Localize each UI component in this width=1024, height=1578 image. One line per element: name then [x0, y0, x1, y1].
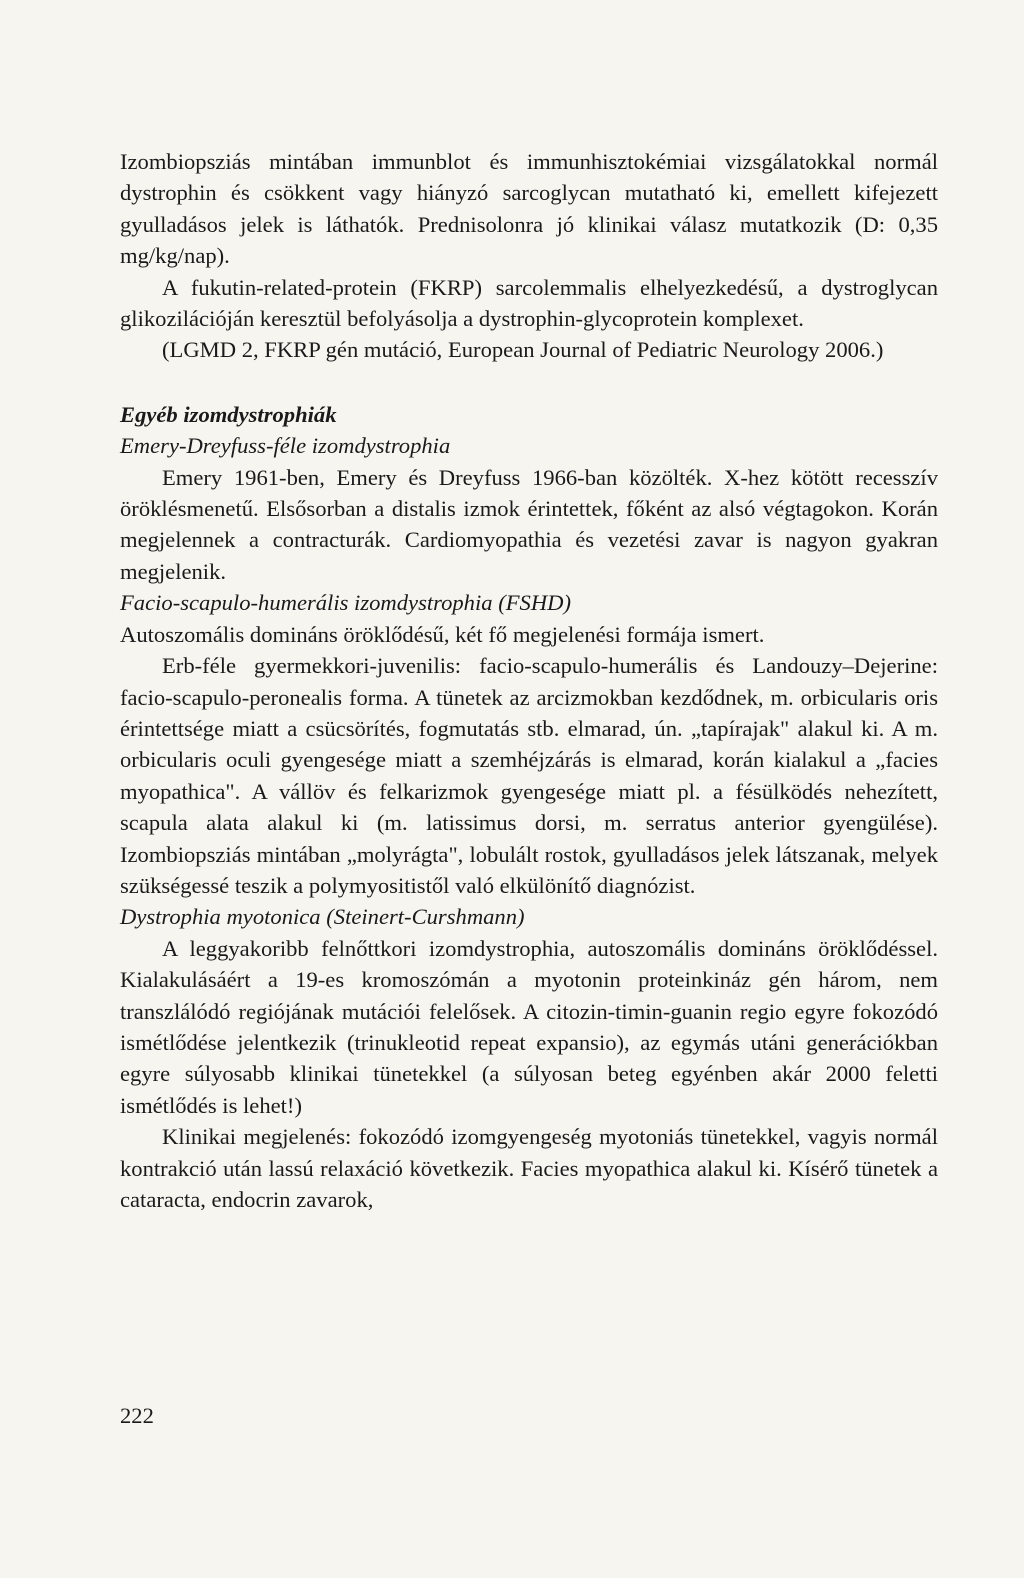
- subheading-dystrophia-myotonica: Dystrophia myotonica (Steinert-Curshmann): [120, 904, 525, 930]
- paragraph-fshd-inheritance: Autoszomális domináns öröklődésű, két fő megjelenési formája ismert.: [120, 621, 765, 647]
- paragraph-citation: (LGMD 2, FKRP gén mutáció, European Journal of Pediatric Neurology 2006.): [162, 337, 884, 363]
- paragraph-fkrp: A fukutin-related-protein (FKRP) sarcolemmalis elhelyezkedésű, a dystroglycan glikozilációján keresztül befolyásolja a dystrophin-glycoprotein komplexet.: [120, 274, 938, 332]
- subheading-emery-dreyfuss: Emery-Dreyfuss-féle izomdystrophia: [120, 433, 451, 459]
- subheading-fshd: Facio-scapulo-humerális izomdystrophia (FSHD): [120, 590, 571, 616]
- paragraph-emery-dreyfuss: Emery 1961-ben, Emery és Dreyfuss 1966-ban közölték. X-hez kötött recesszív öröklésmenetű. Elsősorban a distalis izmok érintettek, főként az alsó végtagokon. Korán megjelennek a contracturák. Cardiomyopathia és vezetési zavar is nagyon gyakran megjelenik.: [120, 464, 938, 584]
- paragraph-dm-clinical: Klinikai megjelenés: fokozódó izomgyengeség myotoniás tünetekkel, vagyis normál kontrakció után lassú relaxáció következik. Facies myopathica alakul ki. Kísérő tünetek a cataracta, endocrin zavarok,: [120, 1124, 938, 1212]
- page-number: 222: [120, 1403, 154, 1428]
- section-heading-other-dystrophies: Egyéb izomdystrophiák: [120, 401, 337, 427]
- paragraph-biopsy: Izombiopsziás mintában immunblot és immunhisztokémiai vizsgálatokkal normál dystrophin és csökkent vagy hiányzó sarcoglycan mutatható ki, emellett kifejezett gyulladásos jelek is láthatók. Prednisolonra jó klinikai válasz mutatkozik (D: 0,35 mg/kg/nap).: [120, 149, 938, 269]
- paragraph-fshd-forms: Erb-féle gyermekkori-juvenilis: facio-scapulo-humerális és Landouzy–Dejerine: facio-scapulo-peronealis forma. A tünetek az arcizmokban kezdődnek, m. orbicularis oris érintettsége miatt a csücsörítés, fogmutatás stb. elmarad, ún. „tapírajak" alakul ki. A m. orbicularis oculi gyengesége miatt a szemhéjzárás is elmarad, korán kialakul a „facies myopathica". A vállöv és felkarizmok gyengesége miatt pl. a fésülködés nehezített, scapula alata alakul ki (m. latissimus dorsi, m. serratus anterior gyengülése). Izombiopsziás mintában „molyrágta", lobulált rostok, gyulladásos jelek látszanak, melyek szükségessé teszik a polymyositistől való elkülönítő diagnózist.: [120, 653, 938, 898]
- page-body: [120, 146, 938, 1215]
- paragraph-dm-genetics: A leggyakoribb felnőttkori izomdystrophia, autoszomális domináns öröklődéssel. Kialakulásáért a 19-es kromoszómán a myotonin proteinkináz gén három, nem transzlálódó regiójának mutációi felelősek. A citozin-timin-guanin regio egyre fokozódó ismétlődése jelentkezik (trinukleotid repeat expansio), az egymás utáni generációkban egyre súlyosabb klinikai tünetekkel (a súlyosan beteg egyénben akár 2000 feletti ismétlődés is lehet!): [120, 935, 938, 1118]
